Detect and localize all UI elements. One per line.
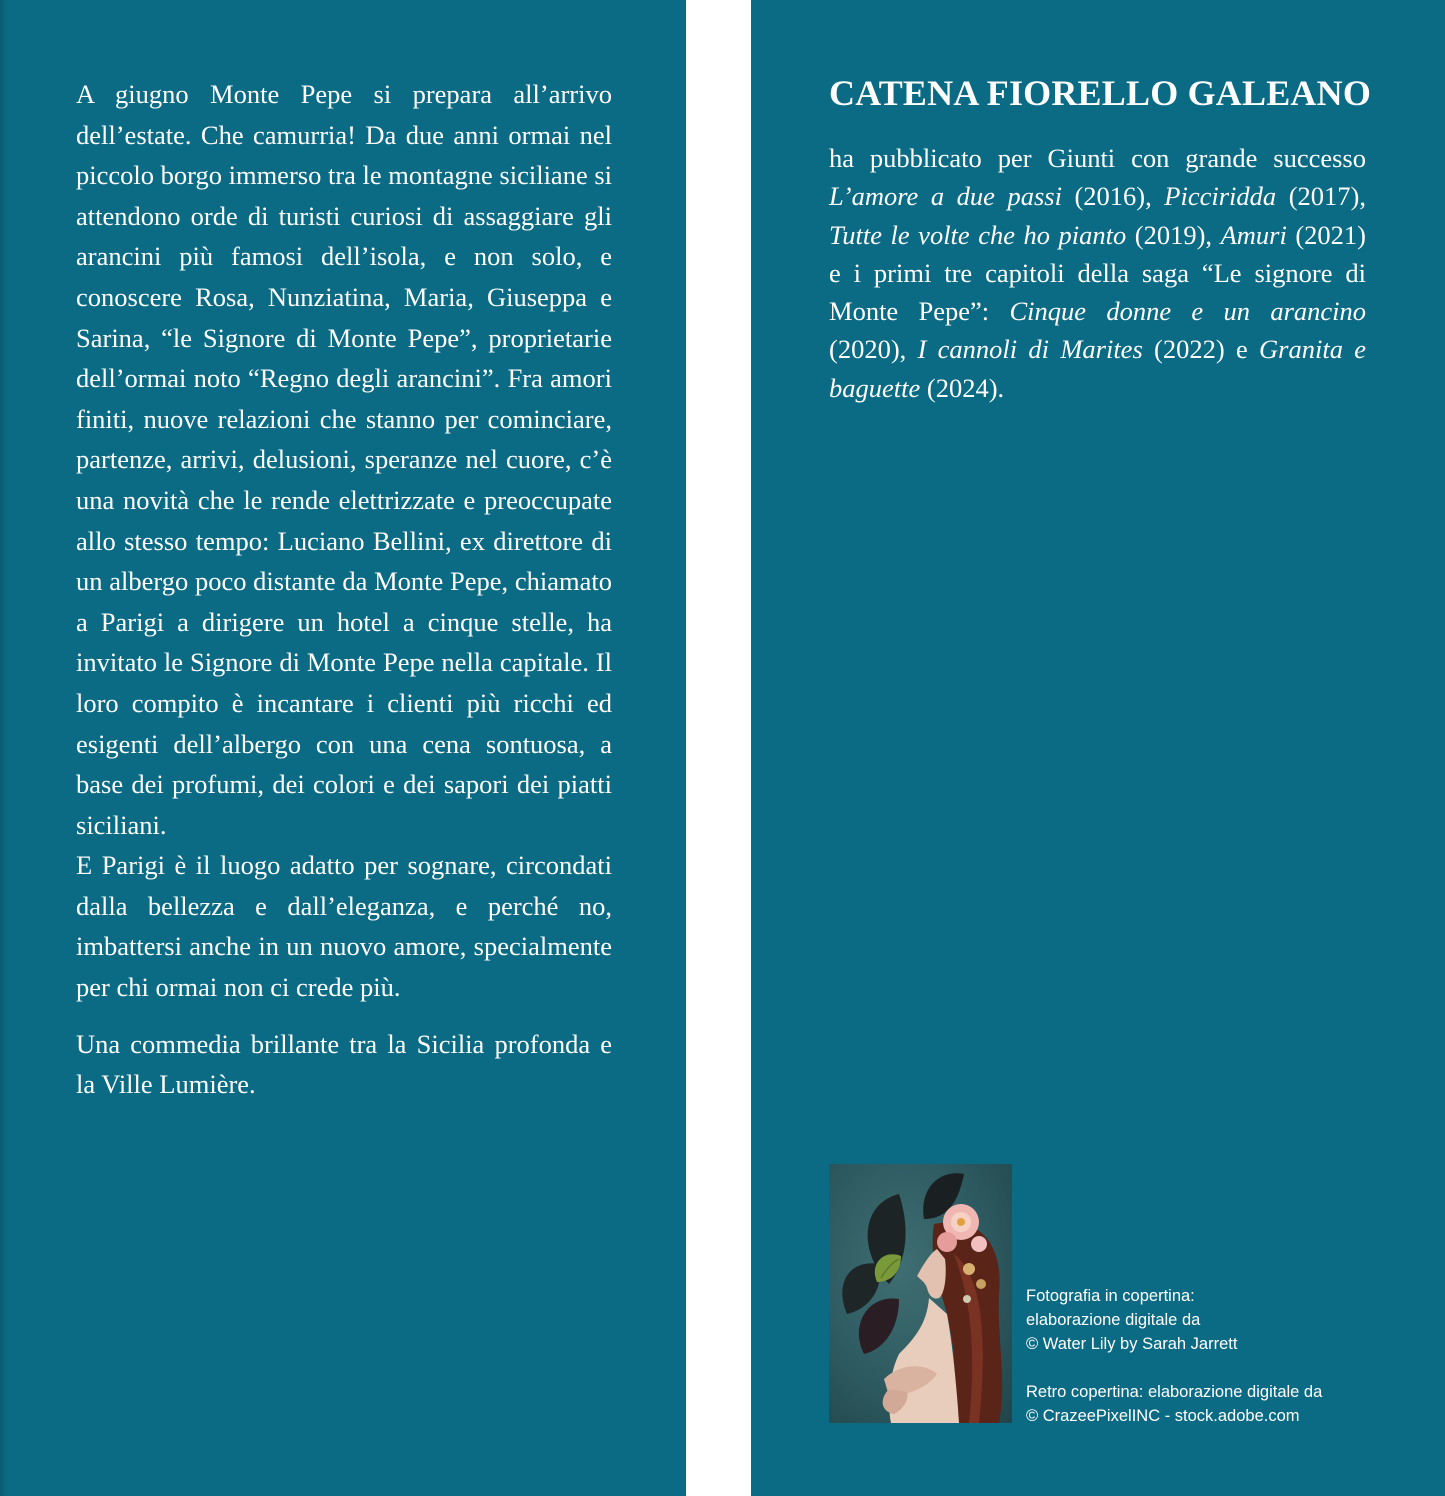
bio-text: (2019), [1126, 219, 1221, 250]
bio-text: ha pubblicato per Giunti con grande successo [829, 143, 1366, 173]
bio-text: (2016), [1061, 181, 1165, 212]
right-flap [751, 0, 1445, 1496]
credit-line: © CrazeePixelINC - stock.adobe.com [1026, 1407, 1300, 1425]
blurb-paragraph: E Parigi è il luogo adatto per sognare, circondati dalla bellezza e dall’eleganza, e perché no, imbattersi anche in un nuovo amore, specialmente per chi ormai non ci crede più. [76, 850, 612, 1003]
credit-line: Fotografia in copertina: [1026, 1287, 1195, 1305]
credit-line: © Water Lily by Sarah Jarrett [1026, 1335, 1238, 1353]
credit-spacer [1026, 1356, 1426, 1380]
book-title: Cinque donne e un arancino [1009, 296, 1367, 327]
author-name: CATENA FIORELLO GALEANO [829, 73, 1372, 113]
photo-credits [1026, 1284, 1426, 1428]
book-title: I cannoli di Marites [917, 334, 1143, 365]
credit-line: elaborazione digitale da [1026, 1311, 1201, 1329]
blurb-paragraph: A giugno Monte Pepe si prepara all’arrivo dell’estate. Che camurria! Da due anni ormai nel piccolo borgo immerso tra le montagne siciliane si attendono orde di turisti curiosi di assaggiare gli arancini più famosi dell’isola, e non solo, e conoscere Rosa, Nunziatina, Maria, Giuseppa e Sarina, “le Signore di Monte Pepe”, proprietarie dell’ormai noto “Regno degli arancini”. Fra amori finiti, nuove relazioni che stanno per cominciare, partenze, arrivi, delusioni, speranze nel cuore, c’è una novità che le rende elettrizzate e preoccupate allo stesso tempo: Luciano Bellini, ex direttore di un albergo poco distante da Monte Pepe, chiamato a Parigi a dirigere un hotel a cinque stelle, ha invitato le Signore di Monte Pepe nella capitale. Il loro compito è incantare i clienti più ricchi ed esigenti dell’albergo con una cena sontuosa, a base dei profumi, dei colori e dei sapori dei piatti siciliani. [76, 79, 613, 840]
bio-text: (2017), [1276, 181, 1366, 212]
cover-illustration [829, 1164, 1012, 1423]
bio-text: (2024). [920, 372, 1005, 403]
bio-text: (2021) e i primi tre capitoli della saga “Le signore di Monte Pepe”: [829, 219, 1366, 327]
credit-line: Retro copertina: elaborazione digitale da [1026, 1383, 1323, 1401]
cover-photo-thumbnail [829, 1164, 1012, 1423]
blurb-paragraph: Una commedia brillante tra la Sicilia profonda e la Ville Lumière. [76, 1028, 612, 1100]
book-title: Amuri [1220, 219, 1287, 250]
blurb-text [76, 74, 612, 1105]
book-title: Granita e baguette [829, 334, 1366, 403]
book-title: Picciridda [1164, 181, 1277, 212]
bio-text: (2020), [829, 334, 918, 365]
bio-text: (2022) e [1142, 334, 1260, 365]
book-title: Tutte le volte che ho pianto [829, 219, 1127, 250]
author-bio [829, 139, 1366, 407]
left-flap [0, 0, 686, 1496]
book-title: L’amore a due passi [829, 181, 1062, 212]
